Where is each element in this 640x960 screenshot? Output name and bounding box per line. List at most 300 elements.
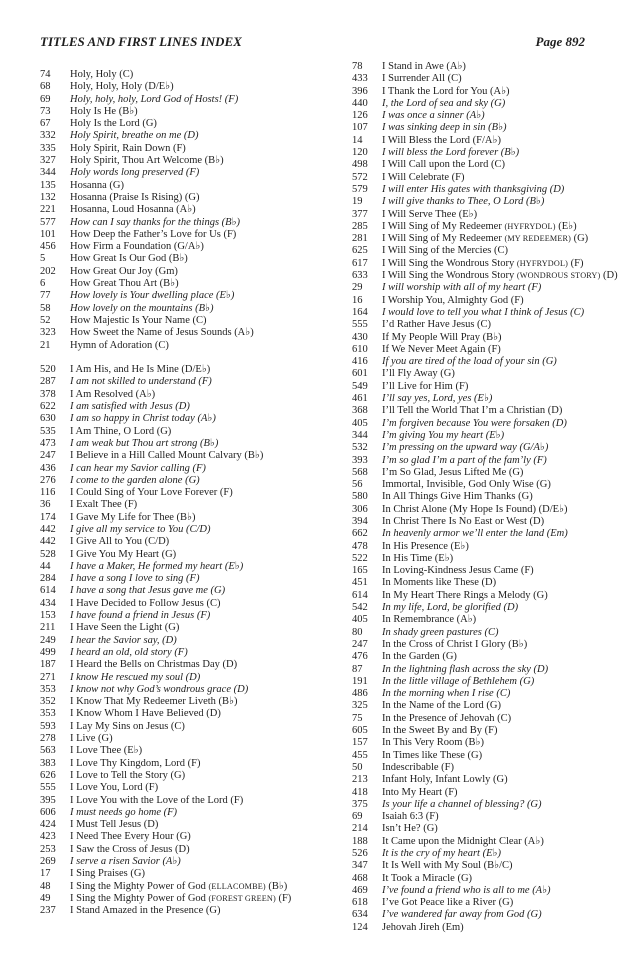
hymn-title [382, 381, 468, 393]
entry-title-text: I Stand Amazed in the Presence (G) [70, 905, 221, 917]
title-entry [352, 504, 627, 516]
hymn-number: 535 [40, 425, 56, 437]
title-entry [40, 536, 345, 548]
hymn-number: 247 [352, 638, 368, 650]
entry-title-text: Holy Spirit, Rain Down (F) [70, 142, 186, 154]
entry-title-text: I’ll say yes, Lord, yes (E♭) [382, 393, 493, 405]
hymn-number: 120 [352, 147, 368, 159]
hymn-title [70, 831, 191, 843]
first-line-entry [40, 684, 345, 696]
hymn-number: 80 [352, 626, 363, 638]
hymn-title [382, 602, 518, 614]
hymn-title [70, 487, 233, 499]
entry-title-text: I Will Celebrate (F) [382, 171, 465, 183]
entry-title-text: I’m pressing on the upward way (G/A♭) [382, 442, 549, 454]
hymn-title [382, 479, 551, 491]
hymn-number: 418 [352, 786, 368, 798]
hymn-number: 618 [352, 897, 368, 909]
first-line-entry [352, 110, 627, 122]
title-entry [40, 364, 345, 376]
hymn-title [70, 143, 186, 155]
hymn-number: 157 [352, 737, 368, 749]
hymn-title [70, 721, 185, 733]
entry-title-text: In the Name of the Lord (G) [382, 700, 501, 712]
entry-title-text: It Is Well with My Soul (B♭/C) [382, 860, 513, 872]
hymn-title [382, 295, 524, 307]
entry-title-text: I give all my service to You (C/D) [70, 523, 211, 535]
title-entry [40, 143, 345, 155]
hymn-title [382, 86, 510, 98]
hymn-title [70, 561, 243, 573]
hymn-number: 563 [40, 745, 56, 757]
entry-title-text: In the morning when I rise (C) [382, 688, 511, 700]
entry-title-text: I can hear my Savior calling (F) [70, 462, 206, 474]
entry-title-text: I Am His, and He Is Mine (D/E♭) [70, 364, 211, 376]
entry-title-text: Holy words long preserved (F) [70, 167, 200, 179]
entry-title-text: I Will Sing of the Mercies (C) [382, 245, 508, 257]
entry-title-text: I’ve wandered far away from God (G) [382, 909, 542, 921]
hymn-title [382, 393, 492, 405]
entry-title-text: I must needs go home (F) [70, 806, 178, 818]
key-signature: (G) [573, 233, 589, 245]
hymn-title [382, 368, 455, 380]
entry-title-text: In Times like These (G) [382, 749, 483, 761]
hymn-title [382, 590, 548, 602]
title-entry [352, 221, 627, 233]
tune-name: (FOREST GREEN) [208, 893, 276, 903]
first-line-entry [352, 430, 627, 442]
hymn-title [70, 438, 218, 450]
hymn-number: 532 [352, 442, 368, 454]
hymn-title [382, 664, 548, 676]
hymn-title [70, 290, 234, 302]
hymn-title [382, 922, 464, 934]
hymn-number: 440 [352, 97, 368, 109]
entry-title-text: I have a song I love to sing (F) [70, 573, 200, 585]
hymn-title [70, 647, 188, 659]
entry-title-text: In His Time (E♭) [382, 552, 454, 564]
title-entry [352, 860, 627, 872]
hymn-title [382, 811, 439, 823]
hymn-number: 306 [352, 503, 368, 515]
entry-title-text: I Will Sing the Wondrous Story [382, 257, 515, 269]
title-entry [352, 762, 627, 774]
entry-title-text: I Must Tell Jesus (D) [70, 819, 159, 831]
entry-group [40, 69, 345, 352]
entry-title-text: I am satisfied with Jesus (D) [70, 401, 190, 413]
entry-title-text: In Christ There Is No East or West (D) [382, 515, 545, 527]
entry-title-text: I come to the garden alone (G) [70, 474, 200, 486]
hymn-title [70, 94, 238, 106]
entry-title-text: It is the cry of my heart (E♭) [382, 848, 501, 859]
title-entry [40, 598, 345, 610]
entry-title-text: In the lightning flash across the sky (D) [382, 663, 549, 675]
hymn-title [382, 725, 498, 737]
hymn-number: 126 [352, 110, 368, 122]
entry-title-text: I’m giving You my heart (E♭) [382, 429, 505, 441]
hymn-number: 77 [40, 290, 51, 302]
entry-title-text: I will worship with all of my heart (F) [382, 282, 542, 294]
hymn-title [70, 364, 210, 376]
hymn-title [70, 155, 224, 167]
hymn-title [70, 868, 145, 880]
first-line-entry [352, 602, 627, 614]
entry-title-text: I Worship You, Almighty God (F) [382, 294, 524, 306]
entry-title-text: I Sing Praises (G) [70, 868, 145, 880]
hymn-title [382, 873, 472, 885]
hymn-title [382, 418, 567, 430]
hymn-number: 56 [352, 479, 363, 491]
first-line-entry [40, 635, 345, 647]
entry-title-text: Holy Is He (B♭) [70, 105, 138, 117]
title-entry [40, 426, 345, 438]
hymn-number: 174 [40, 511, 56, 523]
title-entry [40, 758, 345, 770]
hymn-number: 188 [352, 835, 368, 847]
title-entry [352, 479, 627, 491]
hymn-title [382, 73, 462, 85]
hymn-title [382, 897, 513, 909]
title-entry [352, 135, 627, 147]
first-line-entry [40, 573, 345, 585]
hymn-number: 164 [352, 306, 368, 318]
entry-title-text: I, the Lord of sea and sky (G) [382, 97, 506, 109]
hymn-title [70, 635, 177, 647]
title-entry [352, 270, 627, 282]
title-entry [40, 278, 345, 290]
hymn-number: 526 [352, 848, 368, 859]
hymn-number: 247 [40, 450, 56, 462]
hymn-number: 442 [40, 523, 56, 535]
entry-title-text: In my life, Lord, be glorified (D) [382, 602, 519, 614]
hymn-number: 68 [40, 81, 51, 93]
hymn-title [382, 467, 523, 479]
hymn-number: 528 [40, 548, 56, 560]
hymn-number: 237 [40, 905, 56, 917]
entry-title-text: I know not why God’s wondrous grace (D) [70, 683, 249, 695]
title-entry [352, 209, 627, 221]
entry-title-text: In Moments like These (D) [382, 577, 497, 589]
hymn-title [382, 848, 501, 860]
entry-title-text: Holy Spirit, breathe on me (D) [70, 130, 199, 142]
title-entry [352, 922, 627, 934]
tune-name: (MY REDEEMER) [504, 234, 571, 244]
hymn-number: 87 [352, 663, 363, 675]
hymn-title [382, 823, 438, 835]
first-line-entry [40, 463, 345, 475]
entry-title-text: I Lay My Sins on Jesus (C) [70, 720, 185, 732]
right-column [352, 61, 627, 934]
first-line-entry [40, 610, 345, 622]
entry-title-text: How lovely on the mountains (B♭) [70, 302, 214, 314]
hymn-title [382, 122, 507, 134]
title-entry [40, 844, 345, 856]
first-line-entry [352, 848, 627, 860]
hymn-number: 622 [40, 401, 56, 413]
hymn-number: 78 [352, 61, 363, 72]
hymn-number: 249 [40, 634, 56, 646]
hymn-title [70, 69, 133, 81]
hymn-title [382, 713, 511, 725]
hymn-title [70, 266, 178, 278]
first-line-entry [352, 885, 627, 897]
title-entry [40, 770, 345, 782]
hymn-title [382, 344, 501, 356]
title-entry [352, 590, 627, 602]
hymn-number: 48 [40, 880, 51, 892]
hymn-number: 396 [352, 85, 368, 97]
key-signature: (E♭) [558, 220, 577, 232]
entry-title-text: I Will Bless the Lord (F/A♭) [382, 134, 501, 146]
entry-title-text: How can I say thanks for the things (B♭) [70, 216, 241, 228]
title-entry [40, 450, 345, 462]
hymn-title [70, 475, 200, 487]
hymn-number: 49 [40, 892, 51, 904]
hymn-number: 630 [40, 413, 56, 425]
hymn-title [70, 684, 248, 696]
entry-title-text: Is your life a channel of blessing? (G) [382, 798, 542, 810]
entry-title-text: I’m forgiven because You were forsaken (D) [382, 417, 567, 429]
title-entry [352, 381, 627, 393]
entry-title-text: I Need Thee Every Hour (G) [70, 831, 191, 843]
hymn-number: 555 [352, 319, 368, 331]
first-line-entry [352, 393, 627, 405]
hymn-number: 461 [352, 393, 368, 405]
hymn-title [70, 856, 181, 868]
hymn-title [382, 909, 542, 921]
hymn-number: 473 [40, 437, 56, 449]
first-line-entry [40, 561, 345, 573]
hymn-title [70, 905, 220, 917]
title-entry [40, 659, 345, 671]
entry-title-text: In shady green pastures (C) [382, 626, 499, 638]
hymn-title [70, 696, 237, 708]
hymn-title [70, 303, 213, 315]
hymn-number: 617 [352, 257, 368, 269]
title-entry [40, 708, 345, 720]
hymn-number: 610 [352, 343, 368, 355]
entry-title-text: I’ve found a friend who is all to me (A♭) [382, 884, 551, 896]
hymn-title [382, 762, 454, 774]
hymn-number: 520 [40, 364, 56, 376]
entry-title-text: I’m so glad I’m a part of the fam’ly (F) [382, 454, 547, 466]
title-entry [40, 868, 345, 880]
hymn-number: 375 [352, 798, 368, 810]
hymn-number: 17 [40, 868, 51, 880]
hymn-title [70, 327, 254, 339]
hymn-number: 626 [40, 769, 56, 781]
hymn-number: 16 [352, 294, 363, 306]
hymn-title [70, 463, 206, 475]
hymn-title [382, 639, 527, 651]
entry-title-text: I Will Sing the Wondrous Story [382, 270, 515, 282]
title-entry [352, 258, 627, 270]
hymn-title [70, 401, 190, 413]
hymn-number: 423 [40, 831, 56, 843]
hymn-number: 593 [40, 720, 56, 732]
hymn-number: 67 [40, 118, 51, 130]
hymn-number: 221 [40, 204, 56, 216]
first-line-entry [40, 130, 345, 142]
hymn-title [382, 319, 491, 331]
title-entry [352, 516, 627, 528]
hymn-number: 368 [352, 405, 368, 417]
hymn-number: 50 [352, 761, 363, 773]
entry-title-text: I Have Seen the Light (G) [70, 622, 180, 634]
title-entry [352, 491, 627, 503]
tune-name: (WONDROUS STORY) [516, 271, 601, 281]
title-entry [40, 487, 345, 499]
hymn-title [382, 258, 583, 270]
title-entry [352, 344, 627, 356]
first-line-entry [40, 217, 345, 229]
entry-title-text: I have a Maker, He formed my heart (E♭) [70, 560, 244, 572]
hymn-number: 14 [352, 134, 363, 146]
title-entry [352, 332, 627, 344]
hymn-title [382, 221, 577, 233]
hymn-number: 542 [352, 602, 368, 614]
hymn-title [382, 836, 544, 848]
hymn-title [70, 241, 204, 253]
first-line-entry [352, 98, 627, 110]
key-signature: (F) [278, 892, 292, 904]
title-entry [40, 893, 345, 905]
title-entry [352, 368, 627, 380]
hymn-number: 352 [40, 696, 56, 708]
hymn-number: 276 [40, 474, 56, 486]
title-entry [352, 737, 627, 749]
first-line-entry [352, 627, 627, 639]
hymn-number: 601 [352, 368, 368, 380]
entry-title-text: I Am Thine, O Lord (G) [70, 425, 172, 437]
first-line-entry [352, 418, 627, 430]
entry-title-text: Holy, holy, holy, Lord God of Hosts! (F) [70, 93, 239, 105]
hymn-number: 284 [40, 573, 56, 585]
hymn-number: 468 [352, 872, 368, 884]
hymn-number: 476 [352, 651, 368, 663]
hymn-title [70, 622, 179, 634]
hymn-number: 456 [40, 241, 56, 253]
first-line-entry [40, 807, 345, 819]
hymn-number: 469 [352, 884, 368, 896]
hymn-title [70, 229, 236, 241]
entry-title-text: I Love You, Lord (F) [70, 782, 159, 794]
first-line-entry [40, 438, 345, 450]
first-line-entry [40, 376, 345, 388]
hymn-title [382, 860, 513, 872]
hymn-number: 269 [40, 856, 56, 867]
hymn-number: 44 [40, 560, 51, 572]
hymn-number: 52 [40, 314, 51, 326]
hymn-title [382, 270, 618, 282]
hymn-title [70, 413, 216, 425]
title-entry [352, 319, 627, 331]
hymn-number: 191 [352, 675, 368, 687]
hymn-title [382, 356, 557, 368]
title-entry [352, 86, 627, 98]
first-line-entry [40, 303, 345, 315]
first-line-entry [40, 647, 345, 659]
first-line-entry [352, 455, 627, 467]
hymn-number: 5 [40, 253, 46, 265]
hymn-title [70, 708, 221, 720]
entry-title-text: It Came upon the Midnight Clear (A♭) [382, 835, 544, 847]
first-line-entry [40, 167, 345, 179]
hymn-number: 101 [40, 228, 56, 240]
title-entry [352, 245, 627, 257]
entry-title-text: Hosanna (Praise Is Rising) (G) [70, 191, 200, 203]
hymn-number: 213 [352, 774, 368, 786]
title-entry [40, 155, 345, 167]
title-entry [352, 467, 627, 479]
entry-title-text: I’m So Glad, Jesus Lifted Me (G) [382, 466, 524, 478]
hymn-number: 124 [352, 921, 368, 933]
hymn-title [382, 196, 544, 208]
hymn-title [70, 499, 137, 511]
hymn-number: 285 [352, 220, 368, 232]
hymn-title [70, 610, 210, 622]
entry-title-text: I Could Sing of Your Love Forever (F) [70, 487, 233, 499]
entry-title-text: If you are tired of the load of your sin (G) [382, 356, 557, 368]
entry-title-text: I Surrender All (C) [382, 73, 462, 85]
hymn-number: 614 [352, 589, 368, 601]
hymn-title [70, 573, 199, 585]
hymn-number: 69 [352, 811, 363, 823]
hymn-number: 393 [352, 454, 368, 466]
title-entry [40, 180, 345, 192]
hymn-title [70, 819, 158, 831]
entry-title-text: How Deep the Father’s Love for Us (F) [70, 228, 237, 240]
hymn-title [382, 651, 457, 663]
left-column [40, 69, 345, 917]
title-entry [352, 811, 627, 823]
entry-title-text: In Loving-Kindness Jesus Came (F) [382, 565, 534, 577]
hymn-title [70, 536, 169, 548]
entry-title-text: How Firm a Foundation (G/A♭) [70, 241, 204, 253]
title-entry [352, 553, 627, 565]
hymn-number: 436 [40, 462, 56, 474]
hymn-title [70, 450, 263, 462]
title-entry [40, 819, 345, 831]
entry-title-text: I am so happy in Christ today (A♭) [70, 413, 216, 425]
hymn-title [382, 614, 476, 626]
title-entry [352, 565, 627, 577]
tune-name: (HYFRYDOL) [516, 258, 568, 268]
entry-title-text: In His Presence (E♭) [382, 540, 469, 552]
hymn-number: 165 [352, 565, 368, 577]
hymn-title [382, 307, 584, 319]
hymn-number: 214 [352, 823, 368, 835]
hymn-number: 344 [352, 429, 368, 441]
hymn-title [70, 340, 169, 352]
first-line-entry [352, 442, 627, 454]
entry-title-text: In Remembrance (A♭) [382, 614, 477, 626]
title-entry [40, 696, 345, 708]
first-line-entry [352, 688, 627, 700]
entry-title-text: I Am Resolved (A♭) [70, 388, 156, 400]
first-line-entry [352, 664, 627, 676]
hymn-number: 6 [40, 278, 46, 290]
entry-title-text: Jehovah Jireh (Em) [382, 921, 464, 933]
entry-title-text: How lovely is Your dwelling place (E♭) [70, 290, 235, 302]
title-entry [40, 340, 345, 352]
tune-name: (ELLACOMBE) [208, 881, 266, 891]
title-entry [40, 782, 345, 794]
entry-title-text: How Great Thou Art (B♭) [70, 278, 179, 290]
hymn-title [382, 541, 469, 553]
hymn-title [382, 787, 458, 799]
title-entry [40, 745, 345, 757]
